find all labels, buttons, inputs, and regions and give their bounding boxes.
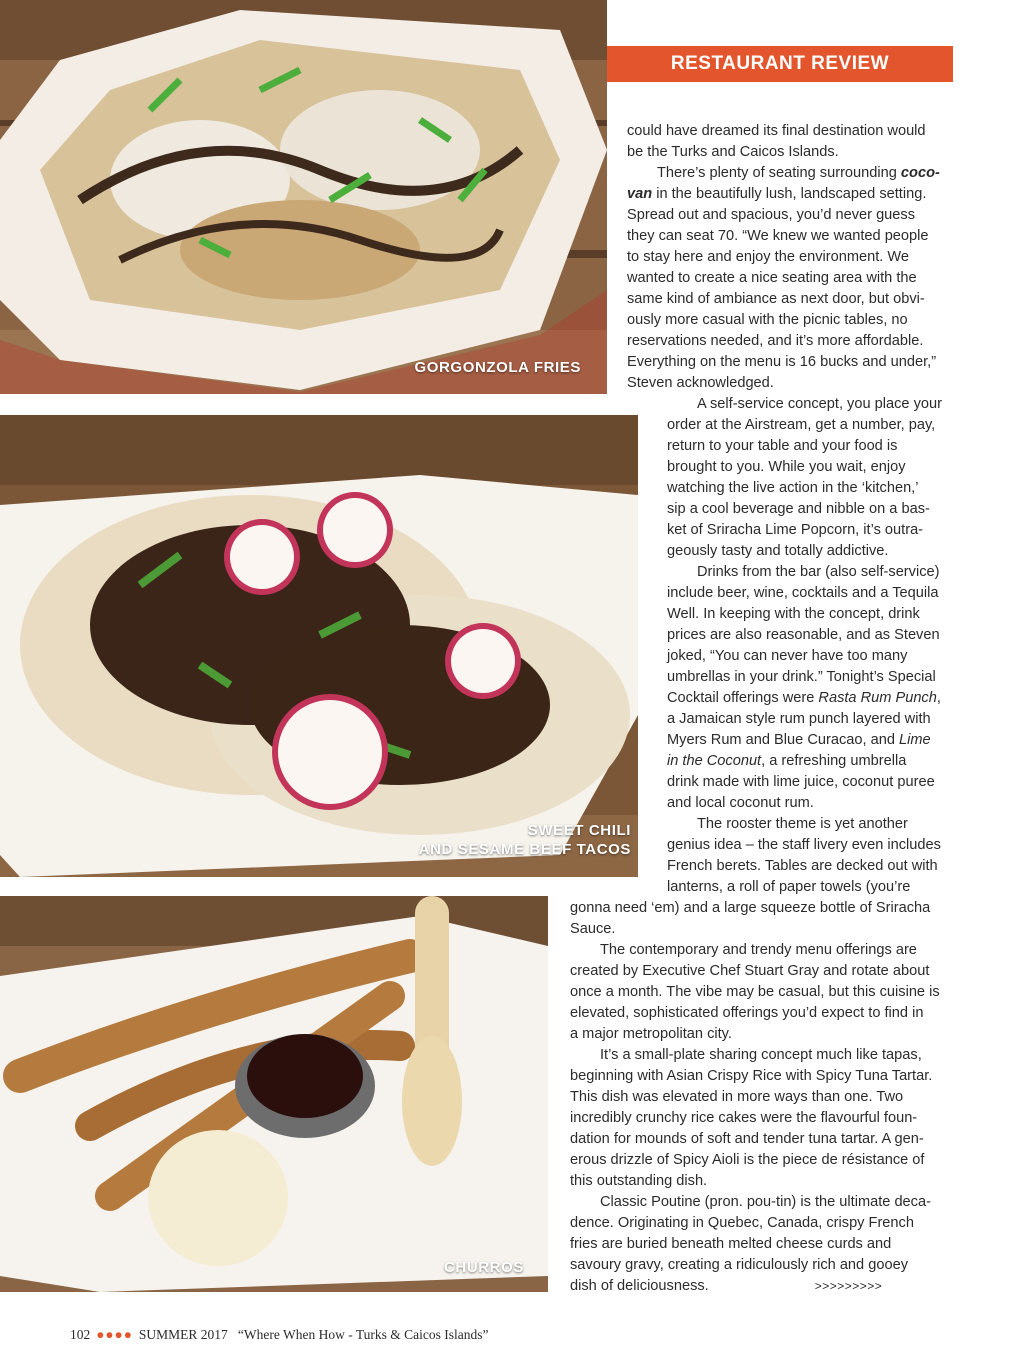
photo-caption-gorgonzola-fries: GORGONZOLA FRIES xyxy=(414,359,581,376)
photo-caption-churros: CHURROS xyxy=(443,1259,524,1276)
footer-dots: ●●●● xyxy=(96,1327,133,1342)
publication-name: “Where When How - Turks & Caicos Islands” xyxy=(237,1327,489,1342)
section-banner: RESTAURANT REVIEW xyxy=(607,46,953,82)
article-paragraph: could have dreamed its final destination would be the Turks and Caicos Islands. There’s plenty of seating surrounding coco- van in the beautifully lush, landscaped setting. Spread out and spacious, you’d never guess they can seat 70. “We knew we wanted people to stay here and enjoy the environment. We wanted to create a nice seating area with the same kind of ambiance as next door, but obvi- ously more casual with the picnic tables, no reservations needed, and it’s more affordable. Everything on the menu is 16 bucks and under,” Steven acknowledged. xyxy=(627,123,940,391)
churros-photo xyxy=(0,896,548,1292)
article-paragraph: A self-service concept, you place your order at the Airstream, get a number, pay, return to your table and your food is brought to you. While you wait, enjoy watching the live action in the ‘kitchen,’ sip a cool beverage and nibble on a bas- ket of Sriracha Lime Popcorn, it’s outra- geously tasty and totally addictive. Drinks from the bar (also self-service) include beer, wine, cocktails and a Tequila Well. In keeping with the concept, drink prices are also reasonable, and as Steven joked, “You can never have too many umbrellas in your drink.” Tonight’s Special Cocktail offerings were Rasta Rum Punch, a Jamaican style rum punch layered with Myers Rum and Blue Curacao, and Lime in the Coconut, a refreshing umbrella drink made with lime juice, coconut puree and local coconut rum. The rooster theme is yet another genius idea – the staff livery even includes French berets. Tables are decked out with lanterns, a roll of paper towels (you’re xyxy=(667,396,942,895)
page-footer xyxy=(70,1327,488,1343)
gorgonzola-fries-photo xyxy=(0,0,607,394)
photo-caption-beef-tacos: SWEET CHILI AND SESAME BEEF TACOS xyxy=(418,822,631,858)
page-number: 102 xyxy=(70,1327,91,1342)
beef-tacos-photo xyxy=(0,415,638,877)
article-paragraph: gonna need ‘em) and a large squeeze bottle of Sriracha Sauce. The contemporary and trendy menu offerings are created by Executive Chef Stuart Gray and rotate about once a month. The vibe may be casual, but this cuisine is elevated, sophisticated offerings you’d expect to find in a major metropolitan city. It’s a small-plate sharing concept much like tapas, beginning with Asian Crispy Rice with Spicy Tuna Tartar. This dish was elevated in more ways than one. Two incredibly crunchy rice cakes were the flavourful foun- dation for mounds of soft and tender tuna tartar. A gen- erous drizzle of Spicy Aioli is the piece de résistance of this outstanding dish. Classic Poutine (pron. pou-tin) is the ultimate deca- dence. Originating in Quebec, Canada, crispy French fries are buried beneath melted cheese curds and savoury gravy, creating a ridiculously rich and gooey dish of deliciousness. >>>>>>>>> xyxy=(570,900,940,1294)
issue-label: SUMMER 2017 xyxy=(138,1327,228,1342)
continue-marker: >>>>>>>>> xyxy=(814,1279,883,1293)
